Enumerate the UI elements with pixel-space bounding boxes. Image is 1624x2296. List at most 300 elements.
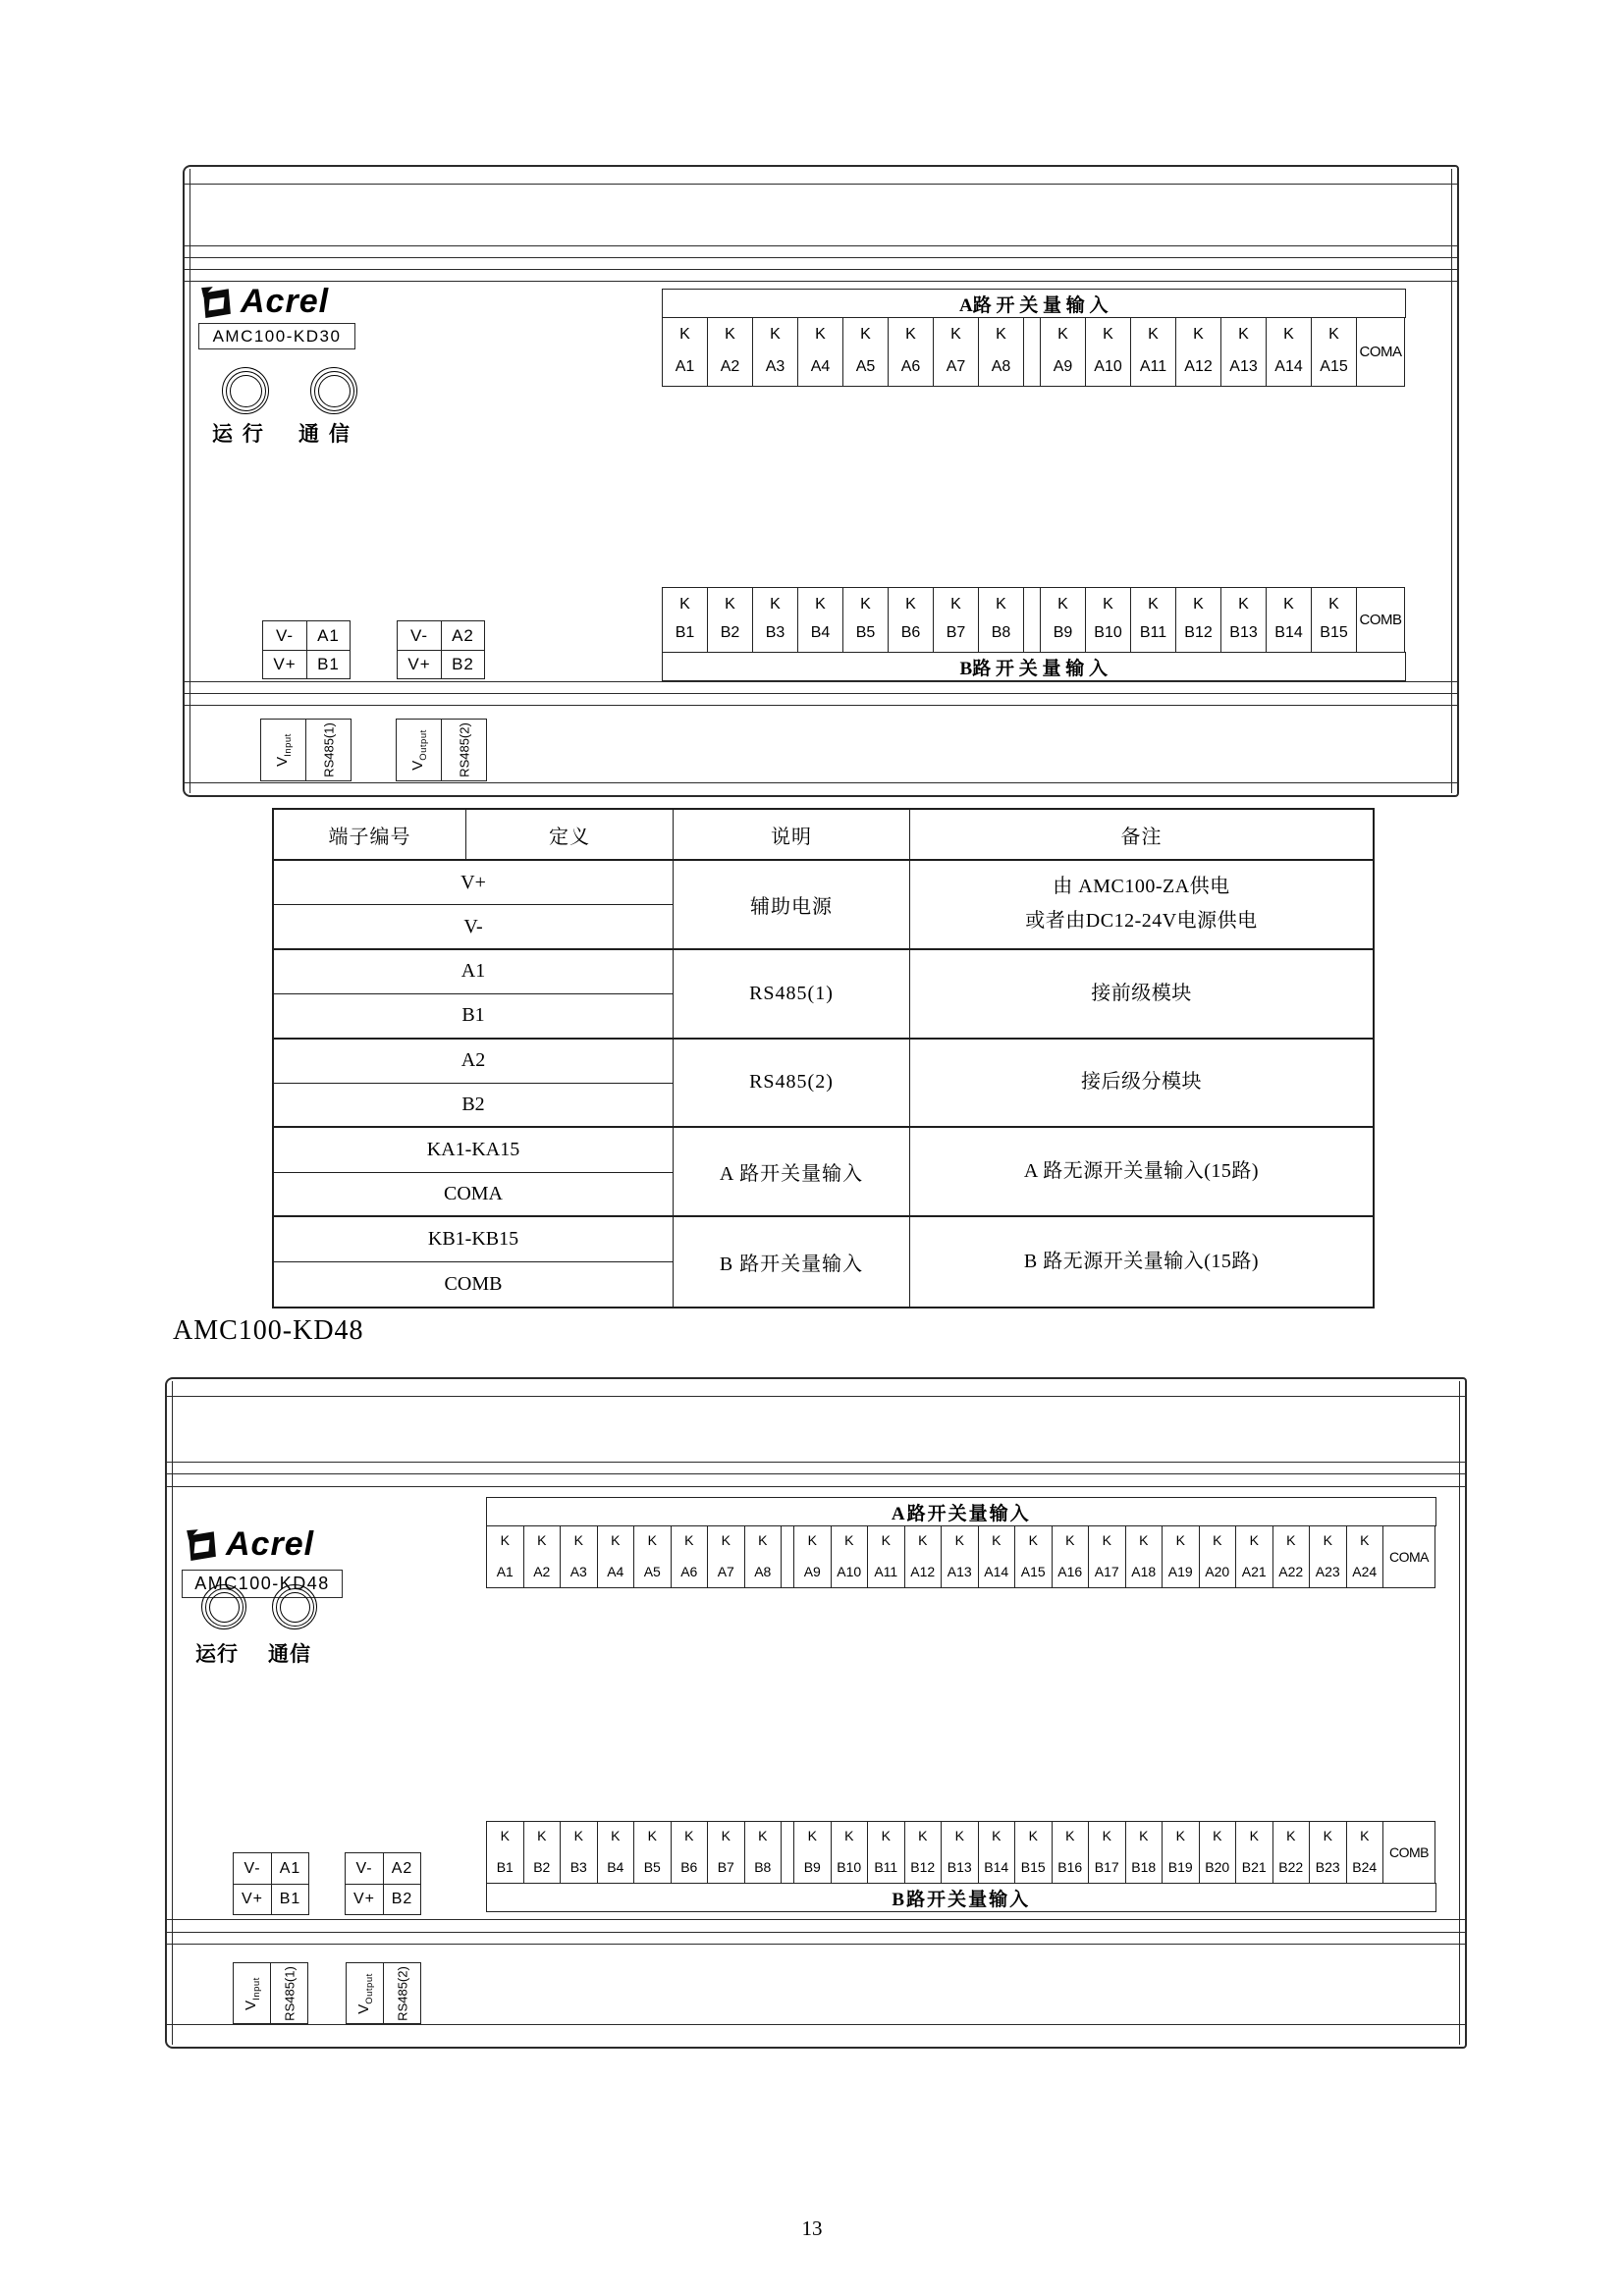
terminal-a: A1 — [306, 621, 350, 650]
terminal-k-label: K — [881, 1828, 891, 1843]
rs485-port-label: RS485(2) — [457, 722, 471, 777]
panel-line — [167, 1473, 1465, 1474]
panel-line — [167, 1919, 1465, 1920]
terminal-gap-cell — [1024, 318, 1041, 387]
panel-line — [167, 1396, 1465, 1397]
terminal-k-label: K — [807, 1828, 817, 1843]
terminal-v-plus: V+ — [263, 650, 306, 678]
terminal-k-label: K — [1328, 326, 1339, 343]
a-terminal-row — [662, 318, 1406, 387]
panel-line — [185, 184, 1457, 185]
terminal-cell: COMB — [274, 1262, 674, 1307]
terminal-number: A14 — [1274, 358, 1303, 375]
terminal-cell — [843, 587, 889, 652]
terminal-number: B5 — [643, 1859, 661, 1875]
terminal-number: A12 — [910, 1564, 936, 1579]
b-input-header: B路开关量输入 — [486, 1883, 1436, 1912]
terminal-number: B18 — [1131, 1859, 1157, 1875]
terminal-k-label: K — [500, 1532, 510, 1548]
terminal-k-label: K — [881, 1532, 891, 1548]
terminal-cell — [1176, 318, 1221, 387]
terminal-number: B7 — [946, 624, 966, 641]
terminal-number: A13 — [947, 1564, 972, 1579]
terminal-number: A3 — [765, 358, 785, 375]
terminal-b: B1 — [306, 650, 350, 678]
acrel-logo-icon — [184, 1528, 219, 1562]
terminal-k-label: K — [918, 1532, 928, 1548]
terminal-k-label: K — [1213, 1828, 1222, 1843]
run-led-label: 运行 — [195, 1643, 239, 1666]
panel-line — [167, 2024, 1465, 2025]
terminal-cell — [1347, 1821, 1384, 1883]
run-led-indicator — [201, 1584, 246, 1629]
terminal-k-label: K — [844, 1532, 854, 1548]
terminal-cell — [1089, 1821, 1126, 1883]
terminal-k-label: K — [1323, 1532, 1332, 1548]
terminal-k-label: K — [1283, 596, 1294, 613]
terminal-k-label: K — [1057, 326, 1068, 343]
terminal-number: B8 — [754, 1859, 772, 1875]
terminal-cell — [942, 1526, 979, 1588]
panel-line — [185, 257, 1457, 258]
page-number: 13 — [801, 2216, 823, 2240]
remark-line: A 路无源开关量输入(15路) — [1023, 1160, 1260, 1183]
terminal-cell: V+ — [274, 861, 674, 905]
terminal-k-label: K — [573, 1532, 583, 1548]
terminal-k-label: K — [954, 1828, 964, 1843]
terminal-number: A12 — [1184, 358, 1213, 375]
v-port-half — [234, 1963, 270, 2023]
terminal-cell — [1310, 1526, 1347, 1588]
terminal-cell — [753, 318, 798, 387]
rs485-port-half — [383, 1963, 420, 2023]
terminal-number: A15 — [1020, 1564, 1046, 1579]
panel-line — [167, 1462, 1465, 1463]
column-header-remark: 备注 — [910, 810, 1373, 861]
terminal-number: A23 — [1315, 1564, 1340, 1579]
terminal-cell — [1089, 1526, 1126, 1588]
terminal-k-label: K — [1065, 1828, 1075, 1843]
terminal-number: B3 — [569, 1859, 587, 1875]
terminal-number: B12 — [910, 1859, 936, 1875]
b-terminal-row — [662, 587, 1406, 652]
terminal-number: B2 — [533, 1859, 551, 1875]
terminal-k-label: K — [992, 1532, 1001, 1548]
terminal-k-label: K — [679, 326, 690, 343]
device-diagram-amc100-kd48 — [165, 1377, 1467, 2049]
terminal-k-label: K — [1213, 1532, 1222, 1548]
port-box — [260, 719, 352, 781]
power-terminal-block — [262, 620, 351, 679]
terminal-cell — [672, 1526, 709, 1588]
terminal-k-label: K — [1328, 596, 1339, 613]
terminal-number: B2 — [720, 624, 740, 641]
terminal-cell — [1015, 1821, 1053, 1883]
terminal-number: B19 — [1167, 1859, 1193, 1875]
terminal-number: B3 — [765, 624, 785, 641]
terminal-definition-table — [272, 808, 1375, 1308]
terminal-k-label: K — [1102, 1532, 1111, 1548]
comm-led-indicator — [272, 1584, 317, 1629]
a-input-terminal-table — [486, 1497, 1436, 1588]
terminal-k-label: K — [1249, 1532, 1259, 1548]
terminal-number: B6 — [680, 1859, 698, 1875]
model-label: AMC100-KD30 — [198, 323, 355, 349]
v-port-half — [261, 720, 305, 780]
terminal-k-label: K — [1139, 1532, 1149, 1548]
terminal-cell — [794, 1821, 832, 1883]
terminal-cell — [934, 318, 979, 387]
terminal-a: A2 — [383, 1853, 420, 1884]
terminal-v-plus: V+ — [398, 650, 441, 678]
terminal-gap-cell — [782, 1526, 794, 1588]
model-label: AMC100-KD48 — [182, 1570, 343, 1598]
terminal-number: B21 — [1241, 1859, 1267, 1875]
terminal-cell — [843, 318, 889, 387]
terminal-number: A17 — [1094, 1564, 1119, 1579]
terminal-number: A15 — [1320, 358, 1348, 375]
port-box — [346, 1962, 421, 2024]
terminal-number: A8 — [754, 1564, 772, 1579]
terminal-cell — [1267, 318, 1312, 387]
terminal-number: B1 — [496, 1859, 514, 1875]
terminal-number: B17 — [1094, 1859, 1119, 1875]
terminal-k-label: K — [1175, 1532, 1185, 1548]
acrel-logo-icon — [198, 286, 234, 319]
terminal-cell — [1236, 1526, 1273, 1588]
remark-cell — [910, 1040, 1373, 1129]
terminal-cell — [889, 318, 934, 387]
terminal-k-label: K — [1249, 1828, 1259, 1843]
terminal-k-label: K — [770, 596, 781, 613]
column-header-description: 说明 — [674, 810, 910, 861]
terminal-number: A6 — [680, 1564, 698, 1579]
terminal-k-label: K — [1057, 596, 1068, 613]
terminal-number: A21 — [1241, 1564, 1267, 1579]
panel-edge-line — [1451, 169, 1452, 793]
b-input-header: B路 开 关 量 输 入 — [662, 652, 1406, 681]
terminal-number: A16 — [1057, 1564, 1083, 1579]
terminal-number: B4 — [607, 1859, 624, 1875]
terminal-cell — [745, 1821, 783, 1883]
a-input-terminal-table — [662, 289, 1406, 387]
run-led-label: 运 行 — [212, 423, 265, 446]
terminal-cell — [1131, 587, 1176, 652]
terminal-number: B8 — [991, 624, 1011, 641]
terminal-a: A2 — [441, 621, 484, 650]
terminal-k-label: K — [1193, 596, 1204, 613]
terminal-cell: KB1-KB15 — [274, 1217, 674, 1261]
panel-line — [185, 269, 1457, 270]
terminal-k-label: K — [758, 1828, 768, 1843]
brand-logo — [198, 283, 329, 321]
terminal-k-label: K — [860, 596, 871, 613]
a-terminal-row — [486, 1526, 1436, 1588]
terminal-cell — [598, 1821, 635, 1883]
terminal-cell — [794, 1526, 832, 1588]
terminal-cell — [1163, 1526, 1200, 1588]
panel-line — [185, 693, 1457, 694]
terminal-number: B9 — [803, 1859, 821, 1875]
terminal-cell — [934, 587, 979, 652]
terminal-cell — [1041, 318, 1086, 387]
terminal-cell — [708, 1526, 745, 1588]
terminal-k-label: K — [1286, 1532, 1296, 1548]
terminal-number: A1 — [496, 1564, 514, 1579]
terminal-v-minus: V- — [409, 625, 429, 645]
terminal-cell — [1176, 587, 1221, 652]
terminal-number: B24 — [1352, 1859, 1378, 1875]
terminal-cell — [745, 1526, 783, 1588]
terminal-number: A11 — [874, 1564, 898, 1579]
description-cell: RS485(1) — [674, 950, 910, 1040]
panel-edge-line — [1459, 1381, 1460, 2045]
v-port-label: $V_{Output}$ — [408, 729, 429, 771]
terminal-cell — [1163, 1821, 1200, 1883]
terminal-k-label: K — [996, 326, 1006, 343]
panel-line — [185, 681, 1457, 682]
bottom-port-boxes — [233, 1962, 421, 2024]
terminal-number: A4 — [607, 1564, 624, 1579]
rs485-port-label: RS485(2) — [395, 1965, 409, 2021]
terminal-number: A9 — [1053, 358, 1073, 375]
terminal-cell — [1131, 318, 1176, 387]
panel-line — [185, 705, 1457, 706]
terminal-cell — [1312, 318, 1357, 387]
terminal-cell — [1267, 587, 1312, 652]
terminal-k-label: K — [684, 1532, 694, 1548]
terminal-k-label: K — [679, 596, 690, 613]
terminal-b: B2 — [441, 650, 484, 678]
terminal-number: A7 — [717, 1564, 734, 1579]
terminal-number: B14 — [1274, 624, 1303, 641]
b-input-terminal-table — [486, 1821, 1436, 1912]
device-diagram-amc100-kd30 — [183, 165, 1459, 797]
terminal-cell — [868, 1821, 905, 1883]
terminal-cell — [634, 1821, 672, 1883]
remark-line: 接前级模块 — [1091, 982, 1192, 1004]
terminal-number: B12 — [1184, 624, 1213, 641]
terminal-cell — [708, 1821, 745, 1883]
terminal-cell — [979, 587, 1024, 652]
terminal-k-label: K — [1238, 596, 1249, 613]
terminal-k-label: K — [996, 596, 1006, 613]
panel-edge-line — [189, 169, 190, 793]
terminal-cell — [1126, 1821, 1164, 1883]
terminal-cell: A2 — [274, 1040, 674, 1084]
terminal-cell — [524, 1526, 562, 1588]
terminal-cell — [1273, 1526, 1311, 1588]
terminal-b: B1 — [271, 1884, 308, 1914]
terminal-number: B10 — [1094, 624, 1122, 641]
a-input-header: A路开关量输入 — [486, 1497, 1436, 1526]
coma-cell: COMA — [1357, 318, 1405, 387]
terminal-number: B22 — [1278, 1859, 1304, 1875]
terminal-cell — [889, 587, 934, 652]
description-cell: 辅助电源 — [674, 861, 910, 950]
terminal-number: B9 — [1053, 624, 1073, 641]
b-terminal-row — [486, 1821, 1436, 1883]
terminal-cell — [1041, 587, 1086, 652]
terminal-number: A8 — [991, 358, 1011, 375]
terminal-cell — [1126, 1526, 1164, 1588]
terminal-number: A22 — [1278, 1564, 1304, 1579]
b-input-terminal-table — [662, 587, 1406, 681]
terminal-v-minus: V- — [355, 1859, 373, 1877]
column-header-terminal: 端子编号 — [274, 810, 466, 861]
terminal-cell: A1 — [274, 950, 674, 994]
port-box — [233, 1962, 308, 2024]
description-cell: B 路开关量输入 — [674, 1217, 910, 1307]
terminal-k-label: K — [1139, 1828, 1149, 1843]
panel-line — [167, 1932, 1465, 1933]
terminal-number: B4 — [810, 624, 831, 641]
terminal-number: A18 — [1131, 1564, 1157, 1579]
remark-cell — [910, 861, 1373, 950]
terminal-k-label: K — [647, 1828, 657, 1843]
terminal-cell — [979, 1821, 1016, 1883]
coma-cell: COMA — [1383, 1526, 1435, 1588]
terminal-cell — [663, 318, 708, 387]
a-input-header: A路 开 关 量 输 入 — [662, 289, 1406, 318]
terminal-k-label: K — [1286, 1828, 1296, 1843]
terminal-number: A3 — [569, 1564, 587, 1579]
terminal-cell — [942, 1821, 979, 1883]
terminal-cell — [905, 1526, 943, 1588]
terminal-number: B6 — [900, 624, 921, 641]
terminal-cell — [753, 587, 798, 652]
terminal-k-label: K — [684, 1828, 694, 1843]
terminal-cell — [798, 318, 843, 387]
terminal-cell — [868, 1526, 905, 1588]
terminal-v-minus: V- — [244, 1859, 261, 1877]
terminal-k-label: K — [758, 1532, 768, 1548]
description-cell: A 路开关量输入 — [674, 1128, 910, 1217]
terminal-number: A20 — [1205, 1564, 1230, 1579]
terminal-cell — [561, 1821, 598, 1883]
terminal-cell — [1200, 1526, 1237, 1588]
terminal-cell: B1 — [274, 994, 674, 1039]
panel-line — [185, 281, 1457, 282]
terminal-k-label: K — [918, 1828, 928, 1843]
terminal-number: A5 — [855, 358, 876, 375]
terminal-cell — [832, 1821, 869, 1883]
terminal-k-label: K — [1323, 1828, 1332, 1843]
terminal-k-label: K — [1360, 1828, 1370, 1843]
comm-led-indicator — [310, 367, 357, 414]
comm-led-label: 通信 — [268, 1643, 311, 1666]
terminal-v-minus: V- — [275, 625, 295, 645]
terminal-k-label: K — [573, 1828, 583, 1843]
terminal-k-label: K — [725, 326, 735, 343]
terminal-number: A2 — [533, 1564, 551, 1579]
terminal-gap-cell — [782, 1821, 794, 1883]
terminal-k-label: K — [537, 1532, 547, 1548]
terminal-k-label: K — [1102, 1828, 1111, 1843]
power-terminal-blocks — [262, 620, 485, 679]
terminal-k-label: K — [844, 1828, 854, 1843]
terminal-number: B15 — [1020, 1859, 1046, 1875]
terminal-cell: KA1-KA15 — [274, 1128, 674, 1172]
terminal-k-label: K — [815, 596, 826, 613]
run-led-indicator — [222, 367, 269, 414]
terminal-number: B1 — [675, 624, 695, 641]
terminal-number: A2 — [720, 358, 740, 375]
terminal-cell — [1221, 587, 1267, 652]
terminal-k-label: K — [860, 326, 871, 343]
terminal-number: B20 — [1205, 1859, 1230, 1875]
terminal-cell — [1086, 318, 1131, 387]
terminal-number: A13 — [1229, 358, 1258, 375]
comb-cell: COMB — [1383, 1821, 1435, 1883]
v-port-label: $V_{Input}$ — [273, 733, 294, 767]
rs485-port-label: RS485(1) — [321, 722, 336, 777]
terminal-k-label: K — [992, 1828, 1001, 1843]
panel-line — [185, 782, 1457, 783]
terminal-cell: B2 — [274, 1084, 674, 1128]
column-header-definition: 定义 — [466, 810, 674, 861]
terminal-number: A10 — [1094, 358, 1122, 375]
terminal-cell — [832, 1526, 869, 1588]
terminal-k-label: K — [770, 326, 781, 343]
remark-cell — [910, 950, 1373, 1040]
terminal-number: A19 — [1167, 1564, 1193, 1579]
terminal-cell: COMA — [274, 1173, 674, 1217]
terminal-k-label: K — [1175, 1828, 1185, 1843]
terminal-number: B23 — [1315, 1859, 1340, 1875]
terminal-number: A10 — [837, 1564, 862, 1579]
terminal-number: A9 — [803, 1564, 821, 1579]
terminal-k-label: K — [815, 326, 826, 343]
terminal-k-label: K — [950, 326, 961, 343]
terminal-k-label: K — [1028, 1828, 1038, 1843]
rs485-port-half — [441, 720, 486, 780]
terminal-number: A7 — [946, 358, 966, 375]
terminal-k-label: K — [1103, 596, 1113, 613]
terminal-k-label: K — [1103, 326, 1113, 343]
terminal-number: B5 — [855, 624, 876, 641]
remark-line: 接后级分模块 — [1081, 1071, 1202, 1094]
remark-line: 或者由DC12-24V电源供电 — [1025, 910, 1258, 933]
terminal-cell — [1053, 1526, 1090, 1588]
terminal-cell — [1236, 1821, 1273, 1883]
terminal-cell: V- — [274, 905, 674, 949]
terminal-a: A1 — [271, 1853, 308, 1884]
terminal-number: B11 — [874, 1859, 898, 1875]
terminal-cell — [1053, 1821, 1090, 1883]
terminal-cell — [663, 587, 708, 652]
terminal-b: B2 — [383, 1884, 420, 1914]
rs485-port-label: RS485(1) — [282, 1965, 297, 2021]
terminal-cell — [672, 1821, 709, 1883]
v-port-label: $V_{Output}$ — [354, 1972, 375, 2014]
terminal-number: A14 — [984, 1564, 1009, 1579]
terminal-cell — [598, 1526, 635, 1588]
terminal-cell — [1015, 1526, 1053, 1588]
v-port-half — [397, 720, 441, 780]
v-port-half — [347, 1963, 383, 2023]
power-terminal-blocks — [233, 1852, 421, 1915]
terminal-number: A5 — [643, 1564, 661, 1579]
bottom-port-boxes — [260, 719, 487, 781]
terminal-cell — [798, 587, 843, 652]
brand-logo — [184, 1525, 314, 1564]
terminal-cell — [561, 1526, 598, 1588]
remark-cell — [910, 1217, 1373, 1307]
terminal-k-label: K — [950, 596, 961, 613]
remark-line: B 路无源开关量输入(15路) — [1023, 1251, 1260, 1273]
terminal-cell — [487, 1821, 524, 1883]
